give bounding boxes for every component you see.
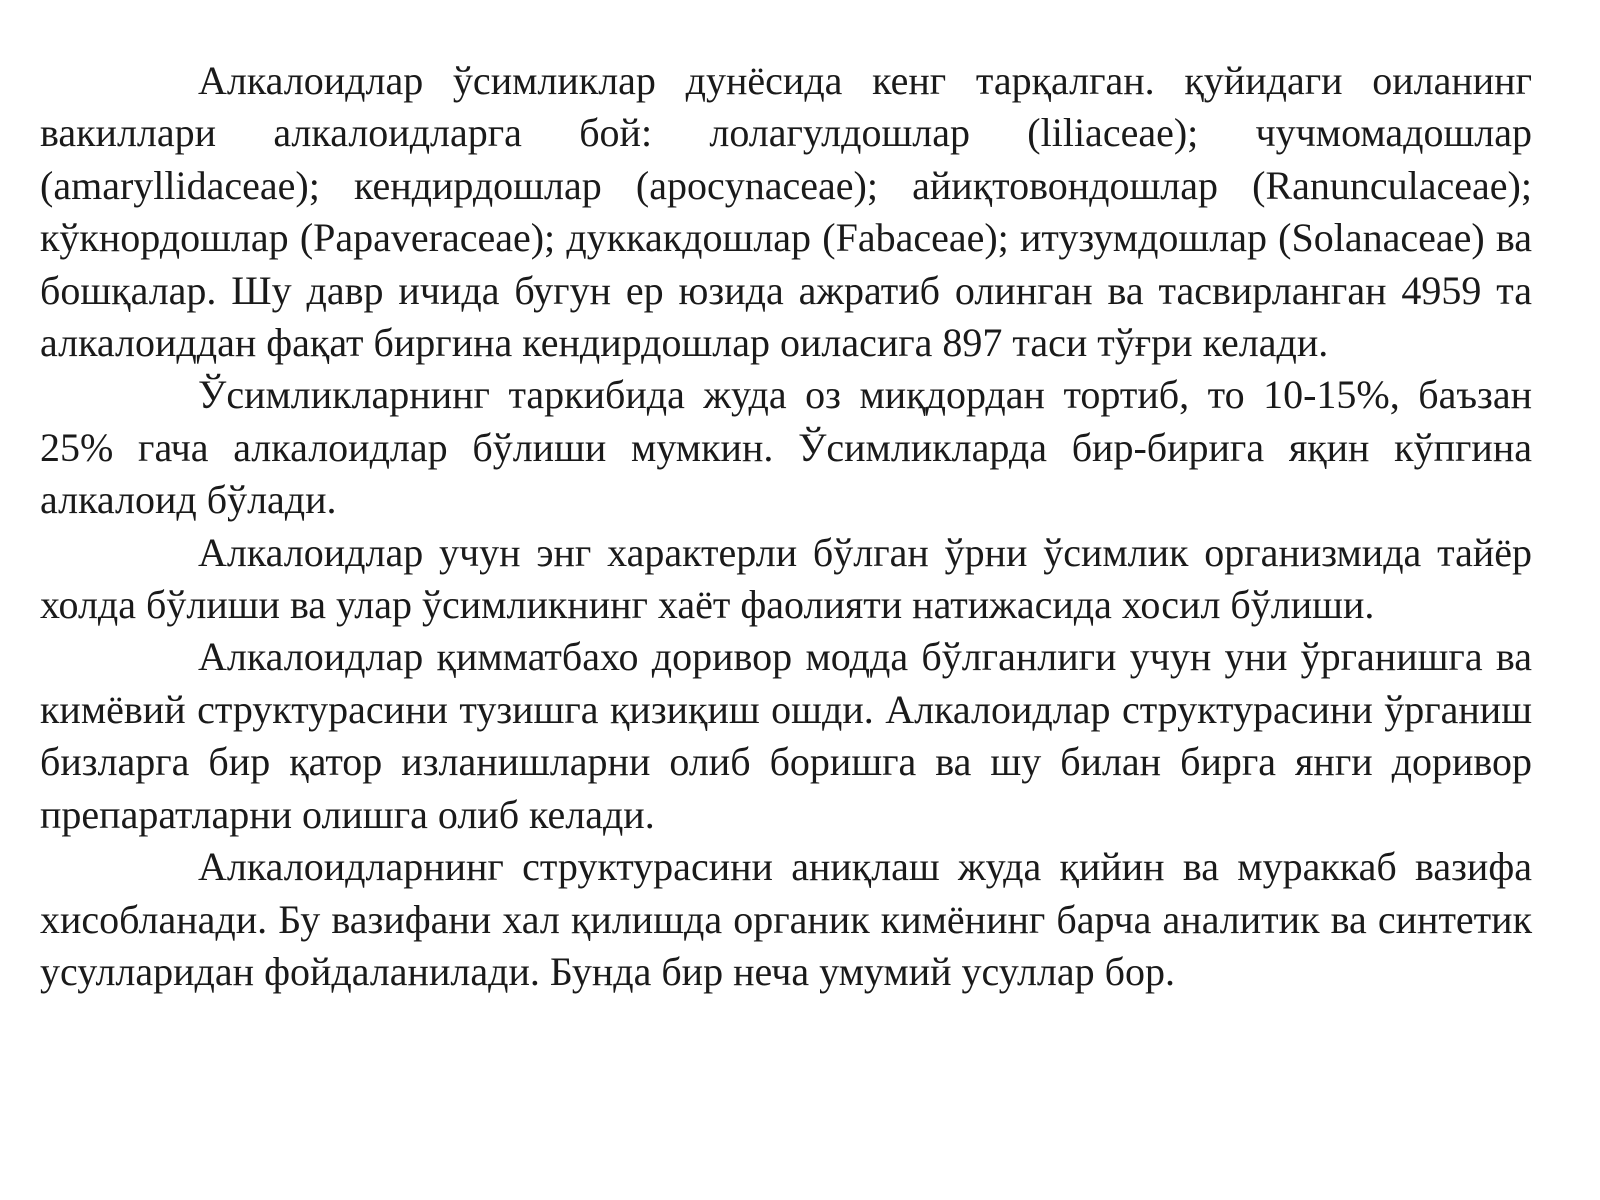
- paragraph-alkaloid-content: Ўсимликларнинг таркибида жуда оз миқдордан тортиб, то 10-15%, баъзан 25% гача алкалоидлар бўлиши мумкин. Ўсимликларда бир-бирига яқин кўпгина алкалоид бўлади.: [40, 372, 1532, 523]
- paragraph-alkaloid-study: Алкалоидлар қимматбахо доривор модда бўлганлиги учун уни ўрганишга ва кимёвий структурасини тузишга қизиқиш ошди. Алкалоидлар структурасини ўрганиш бизларга бир қатор изланишларни олиб боришга ва шу билан бирга янги доривор препаратларни олишга олиб келади.: [40, 634, 1532, 837]
- paragraph-alkaloid-structure: Алкалоидларнинг структурасини аниқлаш жуда қийин ва мураккаб вазифа хисобланади. Бу вазифани хал қилишда органик кимёнинг барча аналитик ва синтетик усулларидан фойдаланилади. Бунда бир неча умумий усуллар бор.: [40, 844, 1532, 994]
- paragraph-alkaloid-characteristics: Алкалоидлар учун энг характерли бўлган ўрни ўсимлик организмида тайёр холда бўлиши ва улар ўсимликнинг хаёт фаолияти натижасида хосил бўлиши.: [40, 529, 1532, 628]
- paragraph-alkaloid-distribution: Алкалоидлар ўсимликлар дунёсида кенг тарқалган. қуйидаги оиланинг вакиллари алкалоидларга бой: лолагулдошлар (liliaceae); чучмомадошлар (amaryllidaceae); кендирдошлар (apocynaceae); айиқтовондошлар (Ranunculaceae); кўкнордошлар (Papaveraceae); дуккакдошлар (Fabaceae); итузумдошлар (Solanaceae) ва бошқалар. Шу давр ичида бугун ер юзида ажратиб олинган ва тасвирланган 4959 та алкалоиддан фақат биргина кендирдошлар оиласига 897 таси тўғри келади.: [40, 58, 1532, 366]
- document-body: [40, 55, 1532, 998]
